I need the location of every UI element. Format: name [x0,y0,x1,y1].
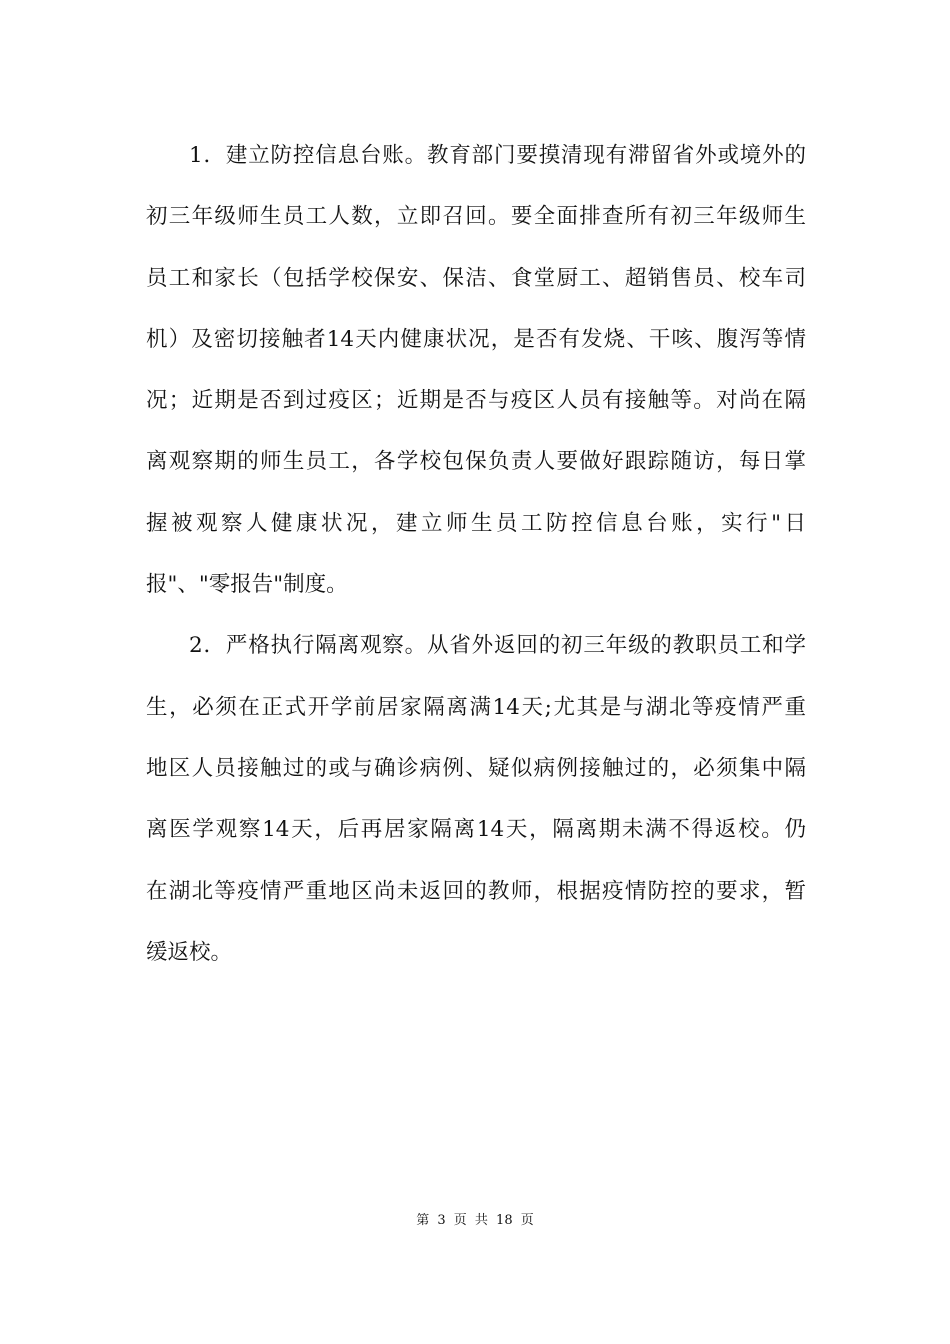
paragraph-line: 报"、"零报告"制度。 [146,572,348,598]
paragraph-line: 1．建立防控信息台账。教育部门要摸清现有滞留省外或境外的 [189,143,806,168]
paragraph-line: 机）及密切接触者14天内健康状况，是否有发烧、干咳、腹泻等情 [146,326,806,352]
paragraph-line: 初三年级师生员工人数，立即召回。要全面排查所有初三年级师生 [146,204,806,230]
page-number-footer: 第 3 页 共 18 页 [416,1213,534,1228]
paragraph-line: 生，必须在正式开学前居家隔离满14天;尤其是与湖北等疫情严重 [146,694,806,720]
paragraph-line: 离医学观察14天，后再居家隔离14天，隔离期未满不得返校。仍 [146,817,806,843]
paragraph-line: 缓返校。 [146,939,233,965]
paragraph-1 [146,128,806,618]
paragraph-line: 员工和家长（包括学校保安、保洁、食堂厨工、超销售员、校车司 [146,265,806,291]
document-body [146,128,806,986]
paragraph-line: 况；近期是否到过疫区；近期是否与疫区人员有接触等。对尚在隔 [146,388,806,414]
paragraph-line: 地区人员接触过的或与确诊病例、疑似病例接触过的，必须集中隔 [146,755,806,781]
paragraph-line: 2．严格执行隔离观察。从省外返回的初三年级的教职员工和学 [189,633,806,659]
paragraph-line: 握被观察人健康状况，建立师生员工防控信息台账，实行"日 [146,510,806,536]
paragraph-line: 在湖北等疫情严重地区尚未返回的教师，根据疫情防控的要求，暂 [146,878,806,904]
paragraph-line: 离观察期的师生员工，各学校包保负责人要做好跟踪随访，每日掌 [146,449,806,475]
paragraph-2 [146,618,806,986]
